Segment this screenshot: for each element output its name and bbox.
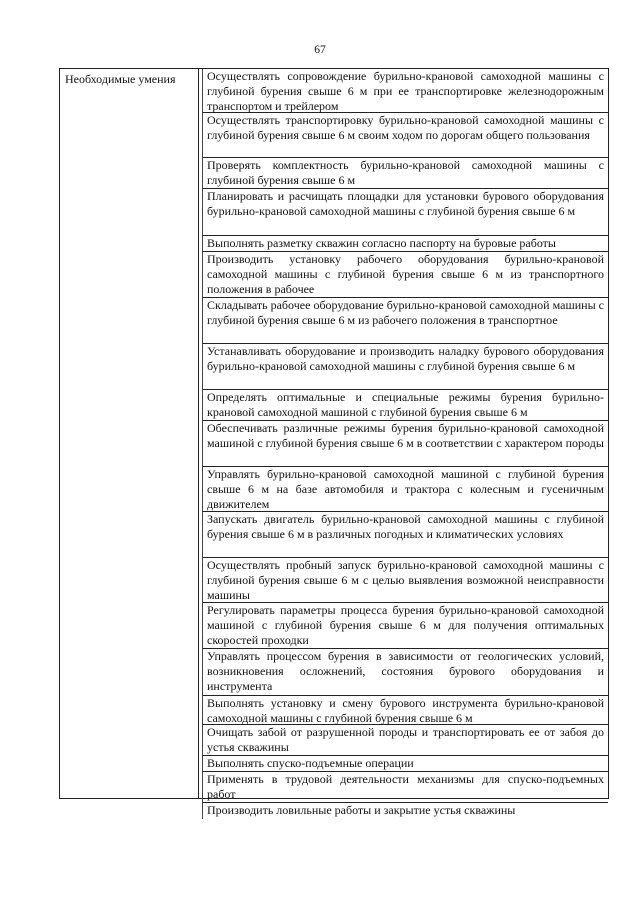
skill-item: Управлять процессом бурения в зависимости от геологических условий, возникновения осложнений, состояния бурового оборудования и инструмента [202,649,608,696]
skill-item: Выполнять спуско-подъемные операции [202,756,608,772]
skill-item: Осуществлять транспортировку бурильно-крановой самоходной машины с глубиной бурения свыше 6 м своим ходом по дорогам общего пользования [202,113,608,158]
skill-item: Выполнять установку и смену бурового инструмента бурильно-крановой самоходной машины с глубиной бурения свыше 6 м [202,696,608,725]
skill-item: Устанавливать оборудование и производить наладку бурового оборудования бурильно-крановой самоходной машины с глубиной бурения свыше 6 м [202,344,608,390]
skill-item: Осуществлять пробный запуск бурильно-крановой самоходной машины с глубиной бурения свыше 6 м с целью выявления возможной неисправности машины [202,558,608,603]
skills-list [199,69,610,817]
skill-item: Управлять бурильно-крановой самоходной машиной с глубиной бурения свыше 6 м на базе автомобиля и трактора с колесным и гусеничным движителем [202,467,608,512]
skill-item: Выполнять разметку скважин согласно паспорту на буровые работы [202,236,608,252]
skill-item: Проверять комплектность бурильно-крановой самоходной машины с глубиной бурения свыше 6 м [202,158,608,189]
skill-item: Планировать и расчищать площадки для установки бурового оборудования бурильно-крановой самоходной машины с глубиной бурения свыше 6 м [202,189,608,236]
skills-label: Необходимые умения [65,72,176,86]
skills-table [59,68,609,817]
skill-item: Производить ловильные работы и закрытие устья скважины [202,803,608,819]
skill-item: Обеспечивать различные режимы бурения бурильно-крановой самоходной машиной с глубиной бурения свыше 6 м в соответствии с характером породы [202,421,608,467]
skill-item: Осуществлять сопровождение бурильно-крановой самоходной машины с глубиной бурения свыше 6 м при ее транспортировке железнодорожным транспортом и трейлером [202,69,608,113]
skill-item: Определять оптимальные и специальные режимы бурения бурильно-крановой самоходной машиной с глубиной бурения свыше 6 м [202,390,608,421]
label-cell [60,69,199,798]
skill-item: Применять в трудовой деятельности механизмы для спуско-подъемных работ [202,772,608,803]
page-number: 67 [314,44,326,56]
skill-item: Складывать рабочее оборудование бурильно-крановой самоходной машины с глубиной бурения свыше 6 м из рабочего положения в транспортное [202,298,608,344]
skill-item: Производить установку рабочего оборудования бурильно-крановой самоходной машины с глубиной бурения свыше 6 м из транспортного положения в рабочее [202,252,608,298]
skill-item: Запускать двигатель бурильно-крановой самоходной машины с глубиной бурения свыше 6 м в различных погодных и климатических условиях [202,512,608,558]
skill-item: Регулировать параметры процесса бурения бурильно-крановой самоходной машиной с глубиной бурения свыше 6 м для получения оптимальных скоростей проходки [202,603,608,649]
skill-item: Очищать забой от разрушенной породы и транспортировать ее от забоя до устья скважины [202,725,608,756]
